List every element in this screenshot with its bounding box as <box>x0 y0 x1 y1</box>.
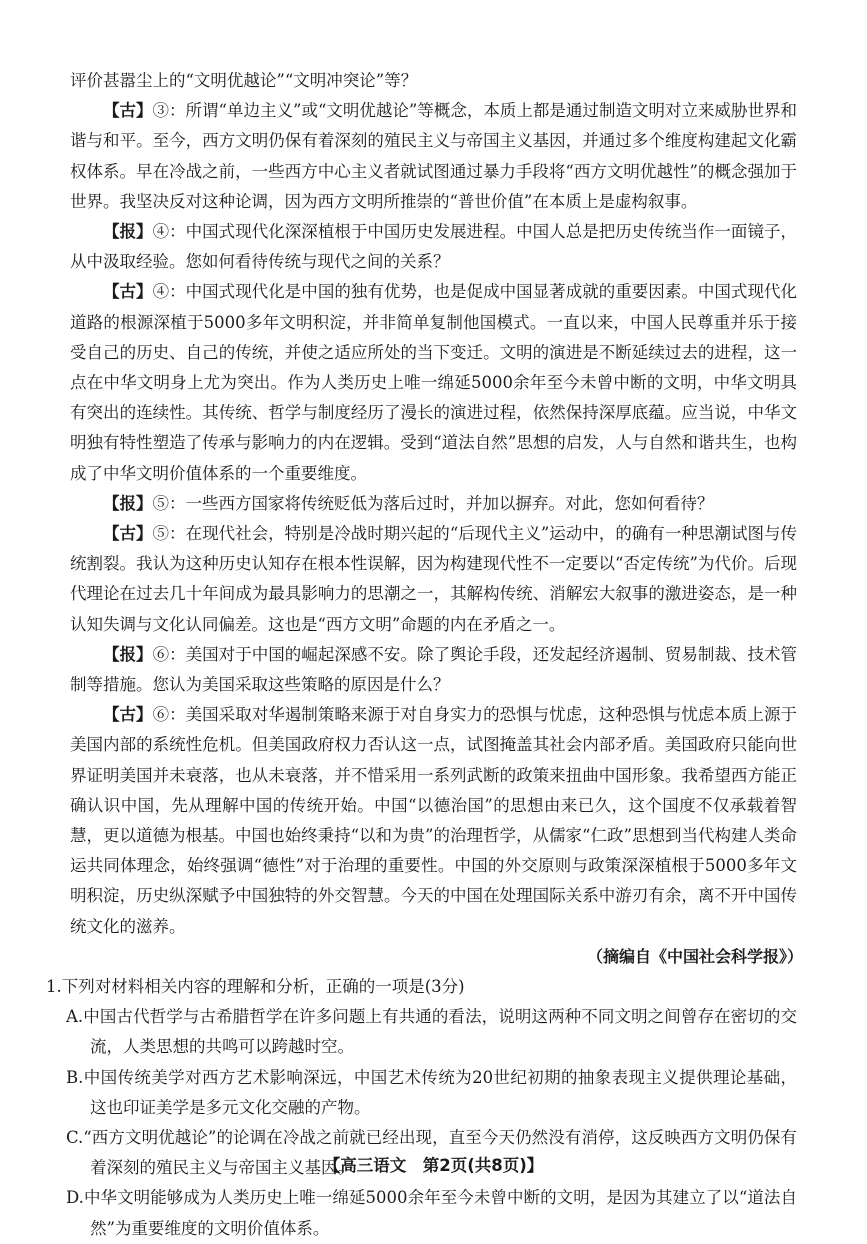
paragraph-text: ④：中国式现代化是中国的独有优势，也是促成中国显著成就的重要因素。中国式现代化道路的根源深植于5000多年文明积淀，并非简单复制他国模式。一直以来，中国人民尊重并乐于接受自己的历史、自己的传统，并使之适应所处的当下变迁。文明的演进是不断延续过去的进程，这一点在中华文明身上尤为突出。作为人类历史上唯一绵延5000余年至今未曾中断的文明，中华文明具有突出的连续性。其传统、哲学与制度经历了漫长的演进过程，依然保持深厚底蕴。应当说，中华文明独有特性塑造了传承与影响力的内在逻辑。受到“道法自然”思想的启发，人与自然和谐共生，也构成了中华文明价值体系的一个重要维度。 <box>70 282 798 483</box>
paragraph-text: ③：所谓“单边主义”或“文明优越论”等概念，本质上都是通过制造文明对立来威胁世界和谐与和平。至今，西方文明仍保有着深刻的殖民主义与帝国主义基因，并通过多个维度构建起文化霸权体系。早在冷战之前，一些西方中心主义者就试图通过暴力手段将“西方文明优越性”的概念强加于世界。我坚决反对这种论调，因为西方文明所推崇的“普世价值”在本质上是虚构叙事。 <box>70 101 798 211</box>
speaker-tag: 【报】 <box>103 493 153 513</box>
paragraph-text: ⑥：美国对于中国的崛起深感不安。除了舆论手段，还发起经济遏制、贸易制裁、技术管制等措施。您认为美国采取这些策略的原因是什么？ <box>70 644 798 695</box>
question-stem: 1.下列对材料相关内容的理解和分析，正确的一项是(3分) <box>46 976 465 996</box>
source-citation: （摘编自《中国社会科学报》） <box>586 946 803 966</box>
speaker-tag: 【古】 <box>103 524 153 544</box>
page-footer: 【高三语文 第2页(共8页)】 <box>323 1156 544 1175</box>
paragraph-text: ⑤：在现代社会，特别是冷战时期兴起的“后现代主义”运动中，的确有一种思潮试图与传统割裂。我认为这种历史认知存在根本性误解，因为构建现代性不一定要以“否定传统”为代价。后现代理论在过去几十年间成为最具影响力的思潮之一，其解构传统、消解宏大叙事的激进姿态，是一种认知失调与文化认同偏差。这也是“西方文明”命题的内在矛盾之一。 <box>70 524 797 634</box>
speaker-tag: 【报】 <box>103 222 153 242</box>
speaker-tag: 【古】 <box>103 101 153 121</box>
paragraph-text: ⑥：美国采取对华遏制策略来源于对自身实力的恐惧与忧虑，这种恐惧与忧虑本质上源于美国内部的系统性危机。但美国政府权力否认这一点，试图掩盖其社会内部矛盾。美国政府只能向世界证明美国并未衰落，也从未衰落，并不惜采用一系列武断的政策来扭曲中国形象。我希望西方能正确认识中国，先从理解中国的传统开始。中国“以德治国”的思想由来已久，这个国度不仅承载着智慧，更以道德为根基。中国也始终秉持“以和为贵”的治理哲学，从儒家“仁政”思想到当代构建人类命运共同体理念，始终强调“德性”对于治理的重要性。中国的外交原则与政策深深植根于5000多年文明积淀，历史纵深赋予中国独特的外交智慧。今天的中国在处理国际关系中游刃有余，离不开中国传统文化的滋养。 <box>70 705 798 936</box>
speaker-tag: 【古】 <box>103 705 153 725</box>
paragraph-text: ⑤：一些西方国家将传统贬低为落后过时，并加以摒弃。对此，您如何看待？ <box>152 493 714 513</box>
paragraph-text: 评价甚嚣尘上的“文明优越论”“文明冲突论”等？ <box>70 71 418 90</box>
option-c: C.“西方文明优越论”的论调在冷战之前就已经出现，直至今天仍然没有消停，这反映西方文明仍保有着深刻的殖民主义与帝国主义基因。 <box>66 1127 797 1178</box>
paragraph-answer-4 <box>70 277 797 488</box>
paragraph-question-6 <box>70 640 797 700</box>
paragraph-question-4 <box>70 217 797 277</box>
option-b: B.中国传统美学对西方艺术影响深远，中国艺术传统为20世纪初期的抽象表现主义提供理论基础，这也印证美学是多元文化交融的产物。 <box>66 1067 797 1117</box>
paragraph-answer-3 <box>70 96 797 217</box>
paragraph-text: ④：中国式现代化深深植根于中国历史发展进程。中国人总是把历史传统当作一面镜子，从中汲取经验。您如何看待传统与现代之间的关系？ <box>70 222 798 272</box>
paragraph-continuation <box>70 66 797 96</box>
option-a: A.中国古代哲学与古希腊哲学在许多问题上有共通的看法，说明这两种不同文明之间曾存在密切的交流，人类思想的共鸣可以跨越时空。 <box>66 1007 797 1057</box>
paragraph-answer-6 <box>70 700 797 942</box>
paragraph-answer-5 <box>70 519 797 640</box>
speaker-tag: 【报】 <box>103 644 153 664</box>
option-d: D.中华文明能够成为人类历史上唯一绵延5000余年至今未曾中断的文明，是因为其建立了以“道法自然”为重要维度的文明价值体系。 <box>66 1188 797 1238</box>
paragraph-question-5 <box>70 489 797 519</box>
speaker-tag: 【古】 <box>103 282 153 302</box>
